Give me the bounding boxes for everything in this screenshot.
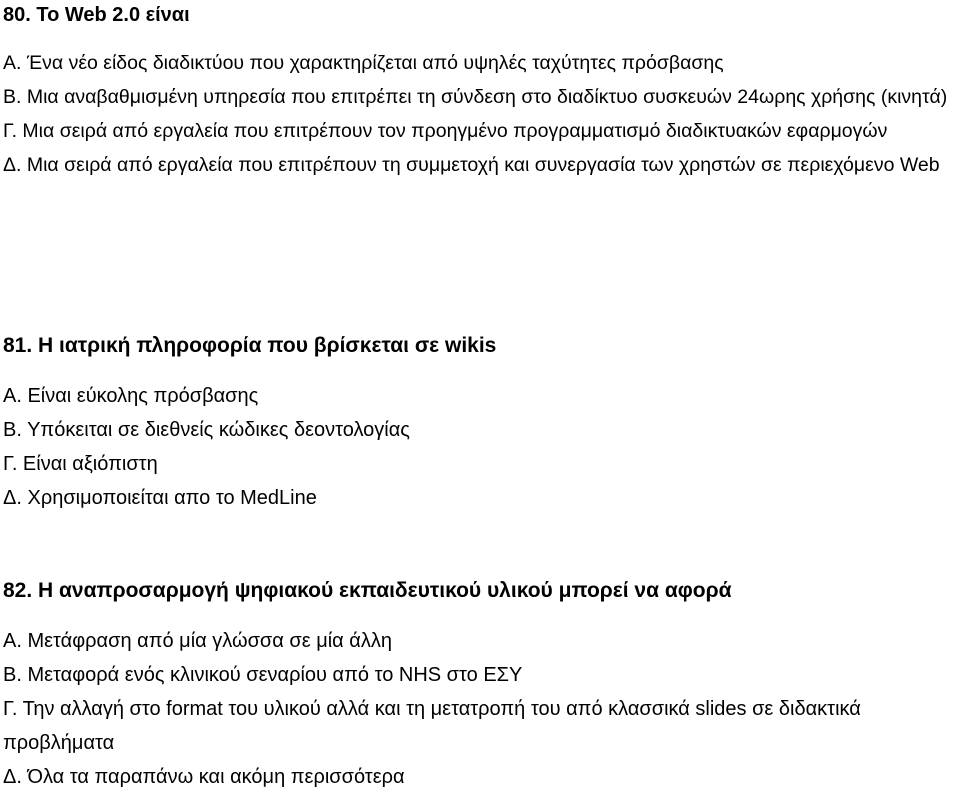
question-82-option-c: Γ. Την αλλαγή στο format του υλικού αλλά και τη μετατροπή του από κλασσικά slides σε διδακτικά προβλήματα bbox=[3, 698, 861, 754]
question-82-title: 82. Η αναπροσαρμογή ψηφιακού εκπαιδευτικού υλικού μπορεί να αφορά bbox=[3, 579, 732, 602]
question-80 bbox=[3, 2, 953, 182]
question-82-option-b: Β. Μεταφορά ενός κλινικού σεναρίου από το NHS στο ΕΣΥ bbox=[3, 664, 523, 686]
question-81 bbox=[3, 333, 953, 515]
question-81-option-d: Δ. Χρησιμοποιείται απο το MedLine bbox=[3, 487, 317, 509]
question-80-option-c: Γ. Μια σειρά από εργαλεία που επιτρέπουν τον προηγμένο προγραμματισμό διαδικτυακών εφαρμογών bbox=[3, 120, 888, 142]
question-80-option-b: Β. Μια αναβαθμισμένη υπηρεσία που επιτρέπει τη σύνδεση στο διαδίκτυο συσκευών 24ωρης χρήσης (κινητά) bbox=[3, 86, 948, 108]
question-80-title: 80. Το Web 2.0 είναι bbox=[3, 4, 190, 26]
question-81-options bbox=[3, 379, 953, 515]
question-82-options bbox=[3, 624, 953, 794]
question-81-option-a: Α. Είναι εύκολης πρόσβασης bbox=[3, 385, 259, 407]
question-80-option-a: Α. Ένα νέο είδος διαδικτύου που χαρακτηρίζεται από υψηλές ταχύτητες πρόσβασης bbox=[3, 52, 724, 74]
question-82-option-d: Δ. Όλα τα παραπάνω και ακόμη περισσότερα bbox=[3, 766, 405, 788]
question-82 bbox=[3, 578, 953, 794]
question-81-title: 81. Η ιατρική πληροφορία που βρίσκεται σε wikis bbox=[3, 334, 497, 357]
question-81-option-b: Β. Υπόκειται σε διεθνείς κώδικες δεοντολογίας bbox=[3, 419, 410, 441]
question-80-option-d: Δ. Μια σειρά από εργαλεία που επιτρέπουν τη συμμετοχή και συνεργασία των χρηστών σε περιεχόμενο Web bbox=[3, 154, 940, 176]
question-82-option-a: Α. Μετάφραση από μία γλώσσα σε μία άλλη bbox=[3, 630, 392, 652]
question-80-options bbox=[3, 46, 953, 182]
question-81-option-c: Γ. Είναι αξιόπιστη bbox=[3, 453, 158, 475]
